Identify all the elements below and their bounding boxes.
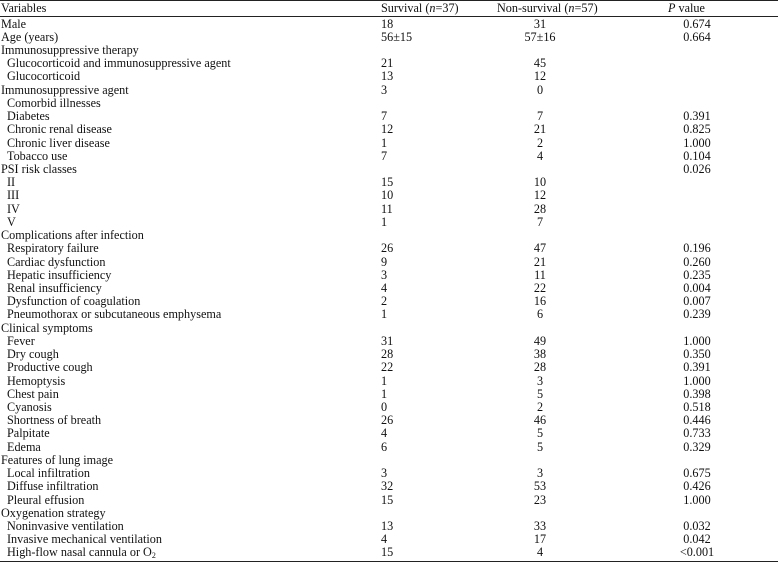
non-survival-value: 11 [534, 267, 546, 282]
table-row [0, 229, 778, 242]
header-non-survival: Non-survival (n=57) [497, 1, 598, 15]
row-label: Pneumothorax or subcutaneous emphysema [7, 307, 222, 322]
p-value: 0.026 [683, 162, 711, 177]
table-row [0, 84, 778, 97]
p-value: 0.260 [683, 254, 711, 269]
table-row [0, 44, 778, 57]
row-label: Complications after infection [1, 228, 144, 243]
table-row [0, 137, 778, 150]
survival-value: 2 [381, 294, 388, 309]
non-survival-value: 28 [533, 201, 547, 216]
p-value: 0.196 [683, 241, 711, 256]
survival-value: 28 [381, 347, 394, 362]
p-value: 0.004 [683, 281, 711, 295]
row-label: Invasive mechanical ventilation [7, 532, 162, 547]
table-row [0, 322, 778, 335]
non-survival-value: 6 [536, 307, 544, 322]
table-row [0, 269, 778, 282]
p-value: 0.733 [683, 426, 711, 441]
survival-value: 13 [381, 518, 394, 533]
non-survival-value: 23 [533, 492, 547, 507]
row-label: Immunosuppressive agent [1, 82, 129, 97]
survival-value: 18 [381, 16, 394, 31]
p-value: 1.000 [683, 373, 711, 388]
table-row [0, 150, 778, 163]
row-label: III [7, 188, 20, 203]
row-label: Chest pain [7, 386, 59, 401]
survival-value: 12 [381, 122, 394, 137]
row-label: High-flow nasal cannula or $O_2$ [7, 545, 156, 561]
survival-value: 1 [381, 307, 388, 322]
survival-value: 9 [381, 254, 388, 269]
table-row [0, 441, 778, 454]
table-row [0, 282, 778, 295]
non-survival-value: 5 [536, 386, 544, 401]
non-survival-value: 57±16 [524, 29, 556, 44]
table-row [0, 216, 778, 229]
survival-value: 26 [381, 241, 394, 256]
table-row [0, 533, 778, 546]
non-survival-value: 47 [533, 241, 547, 256]
non-survival-value: 5 [536, 439, 544, 454]
table-row [0, 520, 778, 533]
p-value: 0.032 [683, 518, 711, 533]
non-survival-value: 5 [536, 426, 544, 441]
table-row [0, 97, 778, 110]
table-row [0, 123, 778, 136]
non-survival-value: 10 [533, 175, 547, 190]
survival-value: 21 [381, 56, 394, 71]
table-row [0, 18, 778, 31]
row-label: Chronic liver disease [7, 135, 110, 150]
survival-value: 3 [381, 267, 388, 282]
survival-value: 22 [381, 360, 394, 375]
non-survival-value: 17 [533, 532, 547, 547]
non-survival-value: 16 [533, 294, 547, 309]
non-survival-value: 12 [533, 188, 547, 203]
p-value: 0.239 [683, 307, 711, 322]
non-survival-value: 31 [533, 16, 547, 31]
row-label: Chronic renal disease [7, 122, 112, 137]
table-row [0, 256, 778, 269]
survival-value: 11 [381, 201, 393, 216]
row-label: Shortness of breath [7, 413, 102, 428]
row-label: Noninvasive ventilation [7, 518, 124, 533]
row-label: Glucocorticoid [7, 69, 81, 84]
p-value: 0.007 [683, 294, 711, 309]
header-row [0, 2, 778, 15]
row-label: Local infiltration [7, 466, 90, 481]
row-label: II [7, 175, 16, 190]
p-value: 0.518 [683, 399, 711, 414]
survival-value: 7 [381, 109, 388, 124]
survival-value: 4 [381, 426, 388, 441]
table-row [0, 335, 778, 348]
row-label: Age (years) [1, 29, 59, 44]
table-row [0, 70, 778, 83]
p-value: 0.446 [683, 413, 711, 428]
table-row [0, 454, 778, 467]
row-label: Fever [7, 333, 35, 348]
table-row [0, 388, 778, 401]
non-survival-value: 38 [533, 347, 547, 362]
header-survival: Survival (n=37) [381, 1, 459, 15]
row-label: Diabetes [7, 109, 50, 124]
non-survival-value: 2 [536, 399, 544, 414]
header-variables: Variables [1, 1, 47, 15]
table-row [0, 467, 778, 480]
row-label: V [7, 214, 16, 229]
non-survival-value: 49 [533, 333, 547, 348]
p-value: 1.000 [683, 333, 711, 348]
p-value: 0.235 [683, 267, 711, 282]
table-row [0, 507, 778, 520]
row-label: Pleural effusion [7, 492, 85, 507]
survival-value: 3 [381, 466, 388, 481]
table-row [0, 375, 778, 388]
table-row [0, 348, 778, 361]
row-label: Hepatic insufficiency [7, 267, 112, 282]
non-survival-value: 7 [536, 109, 544, 124]
table-row [0, 57, 778, 70]
table-row [0, 427, 778, 440]
p-value: 0.675 [683, 466, 711, 481]
table-row [0, 546, 778, 559]
survival-value: 13 [381, 69, 394, 84]
non-survival-value: 4 [536, 545, 544, 560]
row-label: Hemoptysis [7, 373, 66, 388]
p-value: 0.391 [683, 360, 711, 375]
table-row [0, 494, 778, 507]
survival-value: 7 [381, 148, 388, 163]
non-survival-value: 33 [533, 518, 547, 533]
row-label: Features of lung image [1, 452, 114, 467]
non-survival-value: 7 [536, 214, 544, 229]
non-survival-value: 3 [536, 466, 544, 481]
table-row [0, 308, 778, 321]
non-survival-value: 12 [533, 69, 547, 84]
survival-value: 3 [381, 82, 388, 97]
p-value: 0.042 [683, 532, 711, 547]
table-row [0, 203, 778, 216]
row-label: Renal insufficiency [7, 281, 102, 295]
survival-value: 4 [381, 532, 388, 547]
non-survival-value: 53 [533, 479, 547, 494]
table-row [0, 163, 778, 176]
row-label: Cardiac dysfunction [7, 254, 106, 269]
row-label: Male [1, 16, 27, 31]
table-row [0, 480, 778, 493]
non-survival-value: 28 [533, 360, 547, 375]
p-value: 0.329 [683, 439, 711, 454]
survival-value: 1 [381, 373, 388, 388]
p-value: 0.104 [683, 148, 711, 163]
non-survival-value: 22 [533, 281, 547, 295]
row-label: Oxygenation strategy [1, 505, 106, 520]
row-label: Cyanosis [7, 399, 52, 414]
table-row [0, 176, 778, 189]
survival-value: 56±15 [381, 29, 413, 44]
p-value: 0.398 [683, 386, 711, 401]
p-value: 1.000 [683, 492, 711, 507]
p-value: 0.426 [683, 479, 711, 494]
survival-value: 1 [381, 135, 388, 150]
non-survival-value: 21 [533, 122, 547, 137]
survival-value: 4 [381, 281, 388, 295]
table-row [0, 401, 778, 414]
header-p-value: P value [668, 1, 705, 15]
row-label: Immunosuppressive therapy [1, 43, 139, 58]
row-label: IV [7, 201, 20, 216]
table-row [0, 414, 778, 427]
row-label: Tobacco use [7, 148, 68, 163]
row-label: Productive cough [7, 360, 93, 375]
survival-value: 1 [381, 386, 388, 401]
row-label: Clinical symptoms [1, 320, 93, 335]
label-subscript: 2 [151, 551, 156, 561]
row-label: Dry cough [7, 347, 59, 362]
survival-value: 1 [381, 214, 388, 229]
survival-value: 6 [381, 439, 388, 454]
p-value: 0.825 [683, 122, 711, 137]
non-survival-value: 0 [536, 82, 544, 97]
non-survival-value: 4 [536, 148, 544, 163]
p-value: 0.664 [683, 29, 711, 44]
p-value: <0.001 [679, 545, 715, 560]
row-label: Palpitate [7, 426, 50, 441]
survival-value: 15 [381, 492, 394, 507]
non-survival-value: 3 [536, 373, 544, 388]
non-survival-value: 21 [533, 254, 547, 269]
table-row [0, 31, 778, 44]
non-survival-value: 45 [533, 56, 547, 71]
row-label: Edema [7, 439, 41, 454]
survival-value: 31 [381, 333, 394, 348]
p-value: 0.350 [683, 347, 711, 362]
table-row [0, 110, 778, 123]
p-value: 0.391 [683, 109, 711, 124]
survival-value: 0 [381, 399, 388, 414]
table-row [0, 242, 778, 255]
table-row [0, 295, 778, 308]
table-row [0, 361, 778, 374]
non-survival-value: 46 [533, 413, 547, 428]
survival-value: 26 [381, 413, 394, 428]
row-label: Diffuse infiltration [7, 479, 99, 494]
row-label: Glucocorticoid and immunosuppressive agent [7, 56, 231, 71]
survival-value: 15 [381, 545, 394, 560]
p-value: 0.674 [683, 16, 711, 31]
survival-value: 15 [381, 175, 394, 190]
table-row [0, 189, 778, 202]
row-label: Dysfunction of coagulation [7, 294, 141, 309]
row-label: PSI risk classes [1, 162, 77, 177]
row-label: Respiratory failure [7, 241, 99, 256]
p-value: 1.000 [683, 135, 711, 150]
non-survival-value: 2 [536, 135, 544, 150]
row-label: Comorbid illnesses [7, 95, 101, 110]
survival-value: 10 [381, 188, 394, 203]
survival-value: 32 [381, 479, 394, 494]
